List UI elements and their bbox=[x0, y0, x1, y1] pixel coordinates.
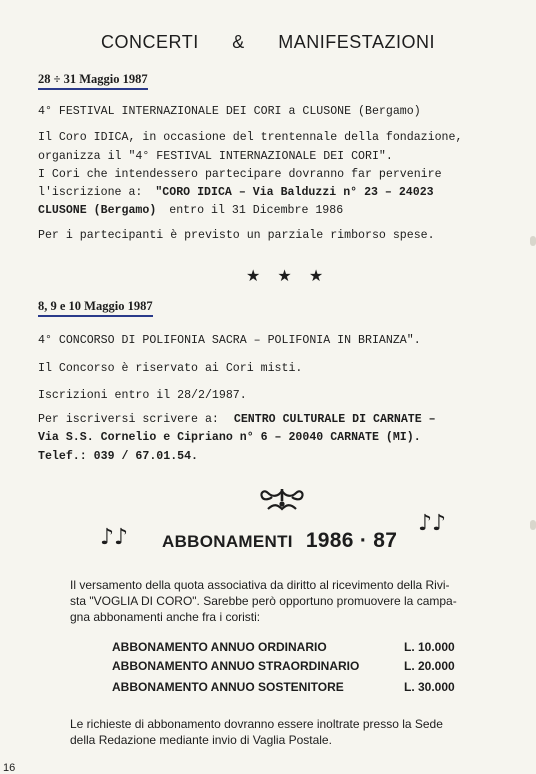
page-number: 16 bbox=[3, 762, 16, 774]
price-row-name: ABBONAMENTO ANNUO STRAORDINARIO bbox=[112, 659, 360, 673]
title-right: MANIFESTAZIONI bbox=[278, 32, 435, 52]
subscriptions-closing-line1: Le richieste di abbonamento dovranno essere inoltrate presso la Sede bbox=[70, 717, 443, 731]
event1-line5 bbox=[38, 204, 343, 217]
event1-line4-text: l'iscrizione a: bbox=[38, 186, 143, 199]
price-row-name: ABBONAMENTO ANNUO ORDINARIO bbox=[112, 640, 327, 654]
subscriptions-closing-line2: della Redazione mediante invio di Vaglia Postale. bbox=[70, 733, 332, 747]
subscriptions-intro-line2: sta "VOGLIA DI CORO". Sarebbe però opportuno promuovere la campa- bbox=[70, 594, 457, 608]
subscriptions-intro-line1: Il versamento della quota associativa da diritto al ricevimento della Rivi- bbox=[70, 578, 450, 592]
event1-line1: Il Coro IDICA, in occasione del trentennale della fondazione, bbox=[38, 131, 463, 144]
punch-hole-mark bbox=[530, 520, 536, 530]
ornament-flourish bbox=[258, 487, 306, 520]
event1-line3: I Cori che intendessero partecipare dovranno far pervenire bbox=[38, 168, 442, 181]
event2-contact-address: Via S.S. Cornelio e Cipriano n° 6 – 20040 CARNATE (MI). bbox=[38, 431, 421, 444]
star-separator: ★ ★ ★ bbox=[246, 266, 330, 285]
event2-contact-phone: Telef.: 039 / 67.01.54. bbox=[38, 450, 199, 463]
event2-contact-org: CENTRO CULTURALE DI CARNATE – bbox=[233, 413, 436, 426]
event2-contact-line1 bbox=[38, 413, 436, 426]
subscriptions-title bbox=[162, 529, 397, 553]
page-title bbox=[0, 32, 536, 53]
subscriptions-year: 1986 · 87 bbox=[305, 529, 398, 552]
music-notes-left-icon: ♪♪ bbox=[100, 525, 129, 550]
event1-headline: 4° FESTIVAL INTERNAZIONALE DEI CORI a CLUSONE (Bergamo) bbox=[38, 105, 421, 118]
event1-town: CLUSONE (Bergamo) bbox=[38, 204, 157, 217]
price-row-amount: L. 30.000 bbox=[404, 680, 455, 694]
price-row-amount: L. 10.000 bbox=[404, 640, 455, 654]
event1-line4 bbox=[38, 186, 434, 199]
price-row-amount: L. 20.000 bbox=[404, 659, 455, 673]
event2-contact-text: Per iscriversi scrivere a: bbox=[38, 413, 219, 426]
event2-date: 8, 9 e 10 Maggio 1987 bbox=[38, 299, 153, 317]
title-left: CONCERTI bbox=[101, 32, 199, 52]
punch-hole-mark bbox=[530, 236, 536, 246]
subscriptions-title-text: ABBONAMENTI bbox=[162, 532, 293, 551]
event1-address: "CORO IDICA – Via Balduzzi n° 23 – 24023 bbox=[155, 186, 434, 199]
event1-refund: Per i partecipanti è previsto un parziale rimborso spese. bbox=[38, 229, 435, 242]
title-ampersand: & bbox=[232, 32, 245, 52]
subscriptions-intro-line3: gna abbonamenti anche fra i coristi: bbox=[70, 610, 261, 624]
event1-line2: organizza il "4° FESTIVAL INTERNAZIONALE DEI CORI". bbox=[38, 150, 393, 163]
event1-deadline: entro il 31 Dicembre 1986 bbox=[169, 204, 344, 217]
event2-line1: Il Concorso è riservato ai Cori misti. bbox=[38, 362, 303, 375]
music-notes-right-icon: ♪♪ bbox=[418, 511, 447, 536]
event2-line2: Iscrizioni entro il 28/2/1987. bbox=[38, 389, 247, 402]
price-row-name: ABBONAMENTO ANNUO SOSTENITORE bbox=[112, 680, 344, 694]
event1-date: 28 ÷ 31 Maggio 1987 bbox=[38, 72, 148, 90]
event2-headline: 4° CONCORSO DI POLIFONIA SACRA – POLIFONIA IN BRIANZA". bbox=[38, 334, 421, 347]
